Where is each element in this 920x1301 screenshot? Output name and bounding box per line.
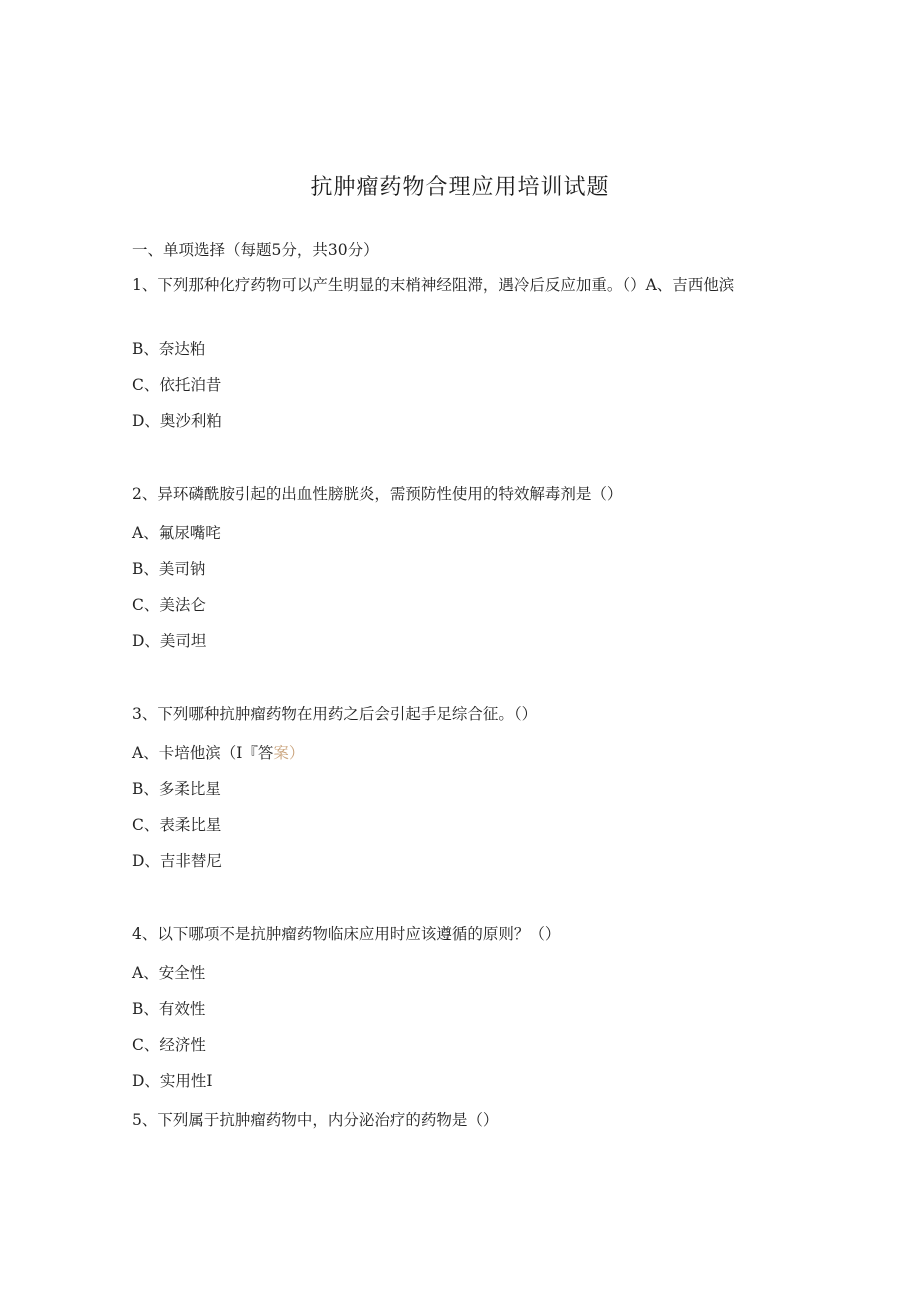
question-2-option-b: B、美司钠	[132, 560, 206, 578]
question-3-option-a-text: A、卡培他滨（I『答	[132, 744, 274, 762]
question-2-stem: 2、异环磷酰胺引起的出血性膀胱炎，需预防性使用的特效解毒剂是（）	[132, 485, 623, 503]
page-title: 抗肿瘤药物合理应用培训试题	[310, 175, 610, 200]
section-heading: 一、单项选择（每题5分，共30分）	[132, 241, 379, 259]
question-1-option-c: C、依托泊昔	[132, 376, 222, 394]
question-3-option-a	[132, 739, 304, 767]
question-4-option-a: A、安全性	[132, 964, 206, 982]
question-4-option-b: B、有效性	[132, 1000, 206, 1018]
question-5-stem: 5、下列属于抗肿瘤药物中，内分泌治疗的药物是（）	[132, 1111, 499, 1129]
question-3-option-b: B、多柔比星	[132, 780, 221, 798]
question-2-option-a: A、氟尿嘴咤	[132, 524, 221, 542]
question-3-stem: 3、下列哪种抗肿瘤药物在用药之后会引起手足综合征。（）	[132, 705, 538, 723]
question-2-option-d: D、美司坦	[132, 632, 207, 650]
question-3-option-c: C、表柔比星	[132, 816, 222, 834]
question-4-stem: 4、以下哪项不是抗肿瘤药物临床应用时应该遵循的原则？（）	[132, 925, 561, 943]
question-2-option-c: C、美法仑	[132, 596, 206, 614]
answer-mark: 案）	[273, 744, 305, 762]
question-1-option-b: B、奈达粕	[132, 340, 206, 358]
question-1-stem: 1、下列那种化疗药物可以产生明显的末梢神经阻滞，遇冷后反应加重。（）A、吉西他滨	[132, 276, 735, 294]
question-1-option-d: D、奥沙利粕	[132, 412, 222, 430]
question-3-option-d: D、吉非替尼	[132, 852, 222, 870]
question-4-option-d: D、实用性I	[132, 1072, 213, 1090]
question-4-option-c: C、经济性	[132, 1036, 206, 1054]
